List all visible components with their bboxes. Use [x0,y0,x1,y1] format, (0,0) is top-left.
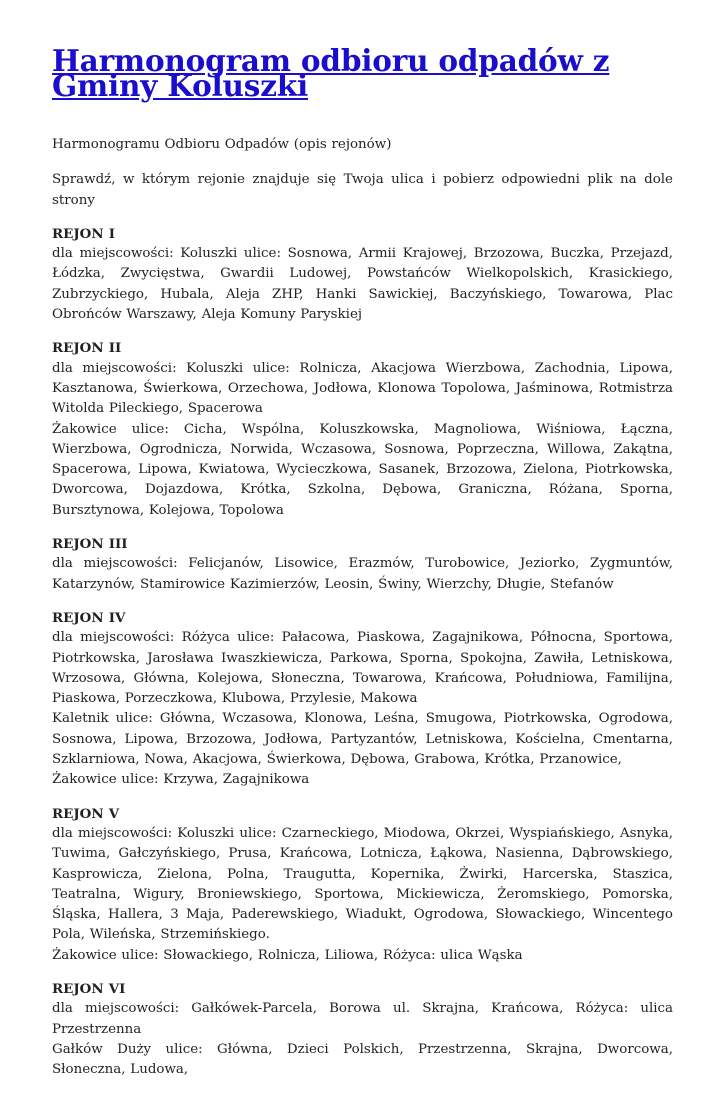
document-page [52,43,673,1093]
region-heading: REJON II [52,340,122,357]
region-4 [52,608,673,791]
region-streets: dla miejscowości: Gałkówek-Parcela, Borowa ul. Skrajna, Krańcowa, Różyca: ulica Przestrzenna [52,1001,673,1037]
region-streets: Żakowice ulice: Krzywa, Zagajnikowa [52,772,310,788]
intro-text: Sprawdź, w którym rejonie znajduje się Twoja ulica i pobierz odpowiedni plik na dole strony [52,172,673,208]
region-6 [52,979,673,1080]
region-streets: dla miejscowości: Koluszki ulice: Czarneckiego, Miodowa, Okrzei, Wyspiańskiego, Asnyka, Tuwima, Gałczyńskiego, Prusa, Krańcowa, Lotnicza, Łąkowa, Nasienna, Dąbrowskiego, Kasprowicza, Zielona, Polna, Traugutta, Kopernika, Żwirki, Harcerska, Staszica, Teatralna, Wigury, Broniewskiego, Sportowa, Mickiewicza, Żeromskiego, Pomorska, Śląska, Hallera, 3 Maja, Paderewskiego, Wiadukt, Ogrodowa, Słowackiego, Wincentego Pola, Wileńska, Strzemińskiego. [52,825,673,943]
intro-heading: Harmonogramu Odbioru Odpadów (opis rejonów) [52,137,392,152]
region-streets: dla miejscowości: Felicjanów, Lisowice, Erazmów, Turobowice, Jeziorko, Zygmuntów, Katarzynów, Stamirowice Kazimierzów, Leosin, Świny, Wierzchy, Długie, Stefanów [52,556,673,592]
region-streets: Gałków Duży ulice: Główna, Dzieci Polskich, Przestrzenna, Skrajna, Dworcowa, Słoneczna, Ludowa, [52,1041,673,1078]
region-streets: Żakowice ulice: Cicha, Wspólna, Koluszkowska, Magnoliowa, Wiśniowa, Łączna, Wierzbowa, Ogrodnicza, Norwida, Wczasowa, Sosnowa, Poprzeczna, Willowa, Zakątna, Spacerowa, Lipowa, Kwiatowa, Wycieczkowa, Sasanek, Brzozowa, Zielona, Piotrkowska, Dworcowa, Dojazdowa, Krótka, Szkolna, Dębowa, Graniczna, Różana, Sporna, Bursztynowa, Kolejowa, Topolowa [52,421,673,518]
region-1 [52,224,673,325]
region-2 [52,338,673,521]
region-heading: REJON I [52,225,116,242]
region-streets: Żakowice ulice: Słowackiego, Rolnicza, Liliowa, Różyca: ulica Wąska [52,947,523,963]
region-heading: REJON IV [52,609,126,626]
region-streets: Kaletnik ulice: Główna, Wczasowa, Klonowa, Leśna, Smugowa, Piotrkowska, Ogrodowa, Sosnowa, Lipowa, Brzozowa, Jodłowa, Partyzantów, Letniskowa, Kościelna, Cmentarna, Szklarniowa, Nowa, Akacjowa, Świerkowa, Dębowa, Grabowa, Krótka, Przanowice, [52,711,673,768]
region-streets: dla miejscowości: Koluszki ulice: Rolnicza, Akacjowa Wierzbowa, Zachodnia, Lipowa, Kasztanowa, Świerkowa, Orzechowa, Jodłowa, Klonowa Topolowa, Jaśminowa, Rotmistrza Witolda Pileckiego, Spacerowa [52,360,673,417]
region-heading: REJON VI [52,980,126,997]
region-streets: dla miejscowości: Różyca ulice: Pałacowa, Piaskowa, Zagajnikowa, Północna, Sportowa, Piotrkowska, Jarosława Iwaszkiewicza, Parkowa, Sporna, Spokojna, Zawiła, Letniskowa, Wrzosowa, Główna, Kolejowa, Słoneczna, Towarowa, Krańcowa, Południowa, Familijna, Piaskowa, Porzeczkowa, Klubowa, Przylesie, Makowa [52,630,673,707]
region-heading: REJON V [52,805,120,822]
region-streets: dla miejscowości: Koluszki ulice: Sosnowa, Armii Krajowej, Brzozowa, Buczka, Przejazd, Łódzka, Zwycięstwa, Gwardii Ludowej, Powstańców Wielkopolskich, Krasickiego, Zubrzyckiego, Hubala, Aleja ZHP, Hanki Sawickiej, Baczyńskiego, Towarowa, Plac Obrońców Warszawy, Aleja Komuny Paryskiej [52,246,673,323]
region-5 [52,804,673,966]
region-heading: REJON III [52,536,128,553]
page-title-link[interactable]: Harmonogram odbioru odpadów z Gminy Koluszki [52,43,610,103]
region-3 [52,534,673,595]
